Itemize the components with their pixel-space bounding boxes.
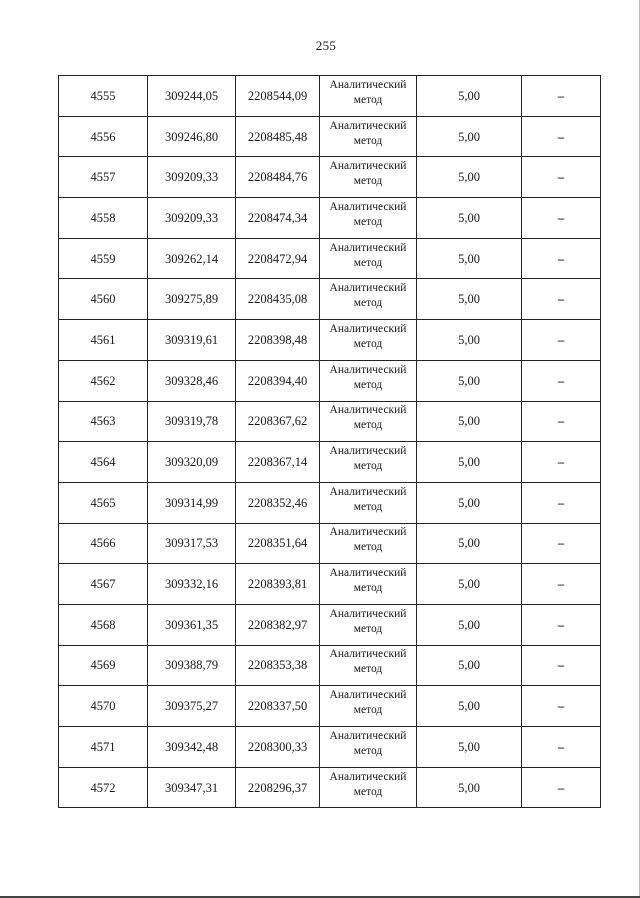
table-row (59, 76, 601, 117)
x-coordinate-cell-text: 309320,09 (164, 455, 219, 470)
method-line: Аналитический (329, 404, 407, 417)
x-coordinate-cell-text: 309319,61 (164, 332, 219, 347)
accuracy-cell (417, 727, 522, 768)
x-coordinate-cell-text: 309262,14 (164, 251, 219, 266)
method-cell (320, 76, 417, 117)
point-number-cell-text: 4557 (90, 170, 116, 185)
point-number-cell (59, 320, 148, 361)
y-coordinate-cell (236, 401, 320, 442)
method-line: Аналитический (329, 200, 407, 213)
accuracy-cell (417, 604, 522, 645)
method-text (320, 566, 416, 596)
page-number: 255 (315, 38, 337, 53)
y-coordinate-cell (236, 727, 320, 768)
accuracy-cell (417, 198, 522, 239)
point-number-cell (59, 523, 148, 564)
accuracy-cell (417, 767, 522, 808)
accuracy-cell-text: 5,00 (458, 414, 480, 429)
method-line: Аналитический (329, 322, 407, 335)
method-cell (320, 401, 417, 442)
y-coordinate-cell (236, 482, 320, 523)
table-row (59, 727, 601, 768)
method-line: Аналитический (329, 445, 407, 458)
method-cell (320, 360, 417, 401)
accuracy-cell-text: 5,00 (458, 455, 480, 470)
method-text (320, 403, 416, 433)
point-number-cell-text: 4569 (90, 658, 116, 673)
x-coordinate-cell (148, 116, 236, 157)
accuracy-cell-text: 5,00 (458, 536, 480, 551)
accuracy-cell-text: 5,00 (458, 658, 480, 673)
accuracy-cell-text: 5,00 (458, 780, 480, 795)
note-cell-text: – (557, 129, 565, 144)
note-cell-text: – (557, 658, 565, 673)
x-coordinate-cell-text: 309317,53 (164, 536, 219, 551)
note-cell (522, 604, 601, 645)
note-cell (522, 727, 601, 768)
point-number-cell (59, 401, 148, 442)
table-row (59, 442, 601, 483)
x-coordinate-cell (148, 727, 236, 768)
y-coordinate-cell-text: 2208485,48 (247, 129, 308, 144)
point-number-cell (59, 442, 148, 483)
accuracy-cell (417, 686, 522, 727)
method-cell (320, 116, 417, 157)
accuracy-cell-text: 5,00 (458, 88, 480, 103)
y-coordinate-cell-text: 2208544,09 (247, 88, 308, 103)
coordinates-table-body (59, 76, 601, 808)
note-cell-text: – (557, 210, 565, 225)
point-number-cell (59, 686, 148, 727)
point-number-cell-text: 4564 (90, 455, 116, 470)
y-coordinate-cell-text: 2208393,81 (247, 577, 308, 592)
table-row (59, 401, 601, 442)
x-coordinate-cell (148, 482, 236, 523)
table-row (59, 604, 601, 645)
table-row (59, 767, 601, 808)
method-text (320, 241, 416, 271)
x-coordinate-cell-text: 309375,27 (164, 699, 219, 714)
point-number-cell-text: 4568 (90, 617, 116, 632)
x-coordinate-cell-text: 309347,31 (164, 780, 219, 795)
method-line: Аналитический (329, 119, 407, 132)
method-line: метод (353, 93, 383, 106)
y-coordinate-cell (236, 645, 320, 686)
accuracy-cell (417, 523, 522, 564)
note-cell-text: – (557, 699, 565, 714)
x-coordinate-cell (148, 645, 236, 686)
point-number-cell (59, 482, 148, 523)
method-text (320, 78, 416, 108)
accuracy-cell (417, 116, 522, 157)
point-number-cell-text: 4556 (90, 129, 116, 144)
method-line: Аналитический (329, 648, 407, 661)
y-coordinate-cell (236, 198, 320, 239)
method-cell (320, 686, 417, 727)
method-line: метод (353, 215, 383, 228)
x-coordinate-cell-text: 309342,48 (164, 739, 219, 754)
table-row (59, 360, 601, 401)
point-number-cell-text: 4566 (90, 536, 116, 551)
method-line: Аналитический (329, 729, 407, 742)
x-coordinate-cell-text: 309209,33 (164, 170, 219, 185)
table-row (59, 645, 601, 686)
note-cell (522, 238, 601, 279)
accuracy-cell (417, 482, 522, 523)
method-cell (320, 727, 417, 768)
method-cell (320, 767, 417, 808)
table-row (59, 564, 601, 605)
y-coordinate-cell-text: 2208337,50 (247, 699, 308, 714)
x-coordinate-cell-text: 309361,35 (164, 617, 219, 632)
x-coordinate-cell-text: 309319,78 (164, 414, 219, 429)
point-number-cell (59, 360, 148, 401)
table-row (59, 157, 601, 198)
method-cell (320, 157, 417, 198)
method-text (320, 647, 416, 677)
method-text (320, 729, 416, 759)
note-cell (522, 564, 601, 605)
note-cell (522, 360, 601, 401)
table-row (59, 320, 601, 361)
table-row (59, 686, 601, 727)
note-cell-text: – (557, 617, 565, 632)
note-cell-text: – (557, 292, 565, 307)
point-number-cell (59, 645, 148, 686)
method-text (320, 525, 416, 555)
table-row (59, 279, 601, 320)
y-coordinate-cell (236, 564, 320, 605)
note-cell (522, 482, 601, 523)
x-coordinate-cell (148, 198, 236, 239)
method-line: Аналитический (329, 770, 407, 783)
accuracy-cell-text: 5,00 (458, 373, 480, 388)
point-number-cell (59, 279, 148, 320)
point-number-cell (59, 604, 148, 645)
x-coordinate-cell-text: 309275,89 (164, 292, 219, 307)
note-cell-text: – (557, 251, 565, 266)
x-coordinate-cell (148, 360, 236, 401)
note-cell-text: – (557, 739, 565, 754)
point-number-cell-text: 4571 (90, 739, 116, 754)
point-number-cell (59, 198, 148, 239)
method-text (320, 119, 416, 149)
table-row (59, 198, 601, 239)
y-coordinate-cell-text: 2208474,34 (247, 210, 308, 225)
y-coordinate-cell (236, 360, 320, 401)
note-cell (522, 198, 601, 239)
method-cell (320, 523, 417, 564)
accuracy-cell-text: 5,00 (458, 292, 480, 307)
method-text (320, 363, 416, 393)
method-cell (320, 482, 417, 523)
note-cell-text: – (557, 332, 565, 347)
y-coordinate-cell-text: 2208394,40 (247, 373, 308, 388)
method-line: метод (353, 460, 383, 473)
y-coordinate-cell (236, 320, 320, 361)
method-text (320, 770, 416, 800)
method-text (320, 281, 416, 311)
method-text (320, 159, 416, 189)
y-coordinate-cell (236, 116, 320, 157)
accuracy-cell (417, 320, 522, 361)
point-number-cell (59, 238, 148, 279)
method-text (320, 485, 416, 515)
point-number-cell-text: 4559 (90, 251, 116, 266)
y-coordinate-cell-text: 2208398,48 (247, 332, 308, 347)
x-coordinate-cell-text: 309388,79 (164, 658, 219, 673)
point-number-cell-text: 4562 (90, 373, 116, 388)
method-line: метод (353, 663, 383, 676)
accuracy-cell-text: 5,00 (458, 332, 480, 347)
note-cell (522, 320, 601, 361)
method-line: Аналитический (329, 241, 407, 254)
method-line: Аналитический (329, 78, 407, 91)
method-line: метод (353, 175, 383, 188)
point-number-cell-text: 4572 (90, 780, 116, 795)
y-coordinate-cell-text: 2208472,94 (247, 251, 308, 266)
point-number-cell-text: 4565 (90, 495, 116, 510)
note-cell-text: – (557, 88, 565, 103)
method-line: метод (353, 419, 383, 432)
point-number-cell-text: 4555 (90, 88, 116, 103)
point-number-cell-text: 4563 (90, 414, 116, 429)
method-line: метод (353, 337, 383, 350)
x-coordinate-cell (148, 604, 236, 645)
point-number-cell (59, 116, 148, 157)
y-coordinate-cell-text: 2208296,37 (247, 780, 308, 795)
note-cell-text: – (557, 495, 565, 510)
y-coordinate-cell-text: 2208353,38 (247, 658, 308, 673)
method-text (320, 200, 416, 230)
x-coordinate-cell-text: 309314,99 (164, 495, 219, 510)
method-line: метод (353, 297, 383, 310)
accuracy-cell-text: 5,00 (458, 577, 480, 592)
note-cell (522, 157, 601, 198)
method-cell (320, 645, 417, 686)
accuracy-cell-text: 5,00 (458, 251, 480, 266)
table-row (59, 482, 601, 523)
note-cell (522, 767, 601, 808)
y-coordinate-cell-text: 2208351,64 (247, 536, 308, 551)
y-coordinate-cell (236, 76, 320, 117)
x-coordinate-cell (148, 686, 236, 727)
x-coordinate-cell (148, 523, 236, 564)
accuracy-cell (417, 157, 522, 198)
note-cell (522, 76, 601, 117)
note-cell (522, 401, 601, 442)
note-cell (522, 686, 601, 727)
y-coordinate-cell-text: 2208435,08 (247, 292, 308, 307)
accuracy-cell-text: 5,00 (458, 129, 480, 144)
method-cell (320, 604, 417, 645)
x-coordinate-cell-text: 309332,16 (164, 577, 219, 592)
x-coordinate-cell (148, 238, 236, 279)
note-cell-text: – (557, 536, 565, 551)
method-line: Аналитический (329, 160, 407, 173)
method-line: метод (353, 622, 383, 635)
x-coordinate-cell (148, 564, 236, 605)
note-cell-text: – (557, 780, 565, 795)
y-coordinate-cell-text: 2208367,14 (247, 455, 308, 470)
note-cell (522, 442, 601, 483)
table-row (59, 116, 601, 157)
point-number-cell-text: 4561 (90, 332, 116, 347)
method-text (320, 322, 416, 352)
point-number-cell-text: 4560 (90, 292, 116, 307)
note-cell (522, 116, 601, 157)
y-coordinate-cell (236, 442, 320, 483)
method-cell (320, 198, 417, 239)
accuracy-cell (417, 238, 522, 279)
point-number-cell-text: 4570 (90, 699, 116, 714)
note-cell-text: – (557, 373, 565, 388)
accuracy-cell-text: 5,00 (458, 170, 480, 185)
method-line: Аналитический (329, 485, 407, 498)
point-number-cell-text: 4558 (90, 210, 116, 225)
y-coordinate-cell (236, 523, 320, 564)
method-line: Аналитический (329, 607, 407, 620)
method-text (320, 444, 416, 474)
point-number-cell-text: 4567 (90, 577, 116, 592)
note-cell-text: – (557, 414, 565, 429)
x-coordinate-cell (148, 279, 236, 320)
x-coordinate-cell-text: 309209,33 (164, 210, 219, 225)
y-coordinate-cell (236, 279, 320, 320)
coordinates-table (58, 75, 601, 808)
x-coordinate-cell-text: 309328,46 (164, 373, 219, 388)
accuracy-cell-text: 5,00 (458, 495, 480, 510)
y-coordinate-cell (236, 604, 320, 645)
accuracy-cell (417, 564, 522, 605)
method-cell (320, 279, 417, 320)
coordinates-table-container (58, 75, 600, 808)
method-line: метод (353, 134, 383, 147)
accuracy-cell (417, 401, 522, 442)
x-coordinate-cell (148, 442, 236, 483)
y-coordinate-cell-text: 2208300,33 (247, 739, 308, 754)
method-line: Аналитический (329, 689, 407, 702)
method-cell (320, 238, 417, 279)
note-cell (522, 279, 601, 320)
x-coordinate-cell (148, 767, 236, 808)
y-coordinate-cell (236, 767, 320, 808)
note-cell-text: – (557, 455, 565, 470)
note-cell-text: – (557, 170, 565, 185)
point-number-cell (59, 76, 148, 117)
y-coordinate-cell-text: 2208382,97 (247, 617, 308, 632)
accuracy-cell (417, 76, 522, 117)
table-row (59, 238, 601, 279)
table-row (59, 523, 601, 564)
method-line: метод (353, 541, 383, 554)
method-line: метод (353, 744, 383, 757)
note-cell (522, 645, 601, 686)
method-line: метод (353, 785, 383, 798)
method-line: метод (353, 378, 383, 391)
x-coordinate-cell (148, 157, 236, 198)
method-line: метод (353, 500, 383, 513)
point-number-cell (59, 767, 148, 808)
accuracy-cell-text: 5,00 (458, 739, 480, 754)
accuracy-cell-text: 5,00 (458, 617, 480, 632)
method-line: метод (353, 256, 383, 269)
method-line: Аналитический (329, 363, 407, 376)
y-coordinate-cell-text: 2208484,76 (247, 170, 308, 185)
point-number-cell (59, 564, 148, 605)
accuracy-cell-text: 5,00 (458, 210, 480, 225)
method-line: метод (353, 704, 383, 717)
method-line: Аналитический (329, 567, 407, 580)
y-coordinate-cell-text: 2208367,62 (247, 414, 308, 429)
method-text (320, 688, 416, 718)
method-line: Аналитический (329, 282, 407, 295)
method-line: метод (353, 582, 383, 595)
accuracy-cell (417, 360, 522, 401)
method-cell (320, 320, 417, 361)
accuracy-cell-text: 5,00 (458, 699, 480, 714)
point-number-cell (59, 727, 148, 768)
x-coordinate-cell (148, 76, 236, 117)
method-cell (320, 442, 417, 483)
x-coordinate-cell (148, 401, 236, 442)
accuracy-cell (417, 279, 522, 320)
method-text (320, 607, 416, 637)
y-coordinate-cell-text: 2208352,46 (247, 495, 308, 510)
note-cell-text: – (557, 577, 565, 592)
x-coordinate-cell-text: 309246,80 (164, 129, 219, 144)
y-coordinate-cell (236, 238, 320, 279)
point-number-cell (59, 157, 148, 198)
method-line: Аналитический (329, 526, 407, 539)
x-coordinate-cell (148, 320, 236, 361)
x-coordinate-cell-text: 309244,05 (164, 88, 219, 103)
accuracy-cell (417, 645, 522, 686)
method-cell (320, 564, 417, 605)
y-coordinate-cell (236, 686, 320, 727)
note-cell (522, 523, 601, 564)
accuracy-cell (417, 442, 522, 483)
y-coordinate-cell (236, 157, 320, 198)
